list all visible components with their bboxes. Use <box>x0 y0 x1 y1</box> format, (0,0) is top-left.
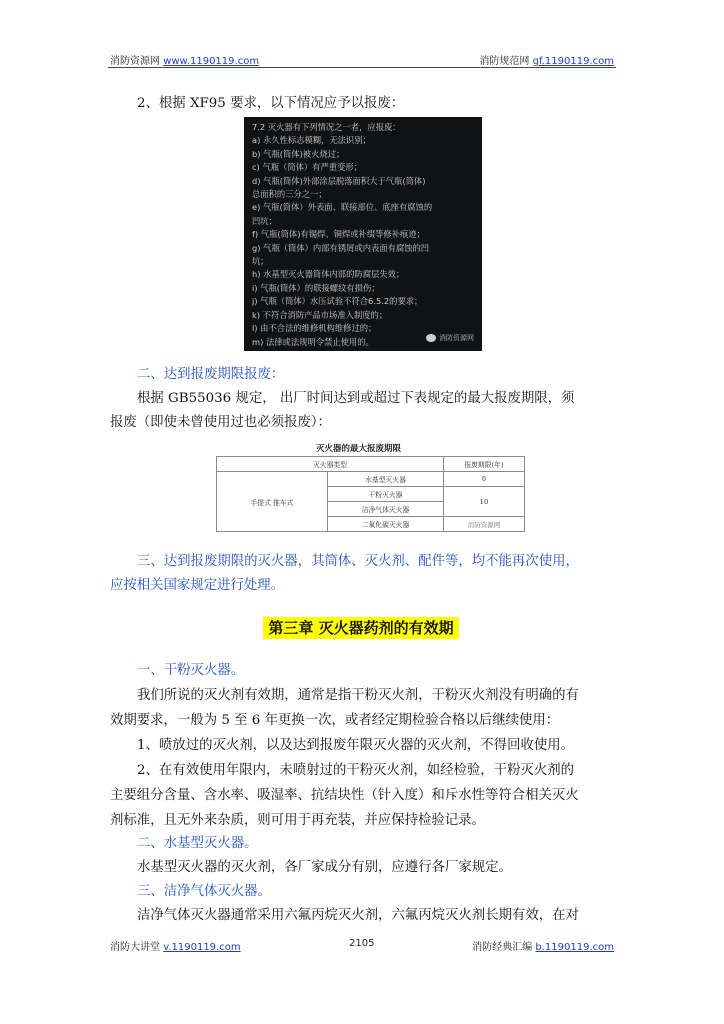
paragraph-gb55036-line1: 根据 GB55036 规定， 出厂时间达到或超过下表规定的最大报废期限，须 <box>137 391 575 406</box>
header-right-label: 消防规范网 <box>479 56 530 67</box>
footer-left <box>110 938 241 953</box>
image-text-line: f) 气瓶(筒体)有锡焊、铜焊或补缀等修补痕迹； <box>252 229 425 240</box>
paragraph-gb55036-line2: 报废（即使未曾使用过也必须报废）： <box>110 415 331 430</box>
s1-item-1: 1、喷放过的灭火剂，以及达到报废年限灭火器的灭火剂，不得回收使用。 <box>137 738 575 753</box>
section-heading-3-line2: 应按相关国家规定进行处理。 <box>110 578 285 593</box>
image-text-line: h) 水基型灭火器筒体内部的防腐层失效； <box>252 269 405 280</box>
xf95-scrap-conditions-image <box>244 117 482 351</box>
image-text-line: 凹坑； <box>252 215 277 226</box>
subsection-title-1: 一、干粉灭火器。 <box>137 663 245 678</box>
footer-left-label: 消防大讲堂 <box>110 942 160 953</box>
image-text-lines <box>252 121 474 349</box>
page-number: 2105 <box>349 938 375 949</box>
section-heading-3-line1: 三、达到报废期限的灭火器，其筒体、灭火剂、配件等，均不能再次使用， <box>137 554 579 569</box>
image-text-line: e) 气瓶(筒体）外表面、联接部位、底座有腐蚀的 <box>252 202 433 213</box>
header-left-label: 消防资源网 <box>110 56 160 67</box>
image-watermark <box>426 332 474 345</box>
image-text-line: l) 由不合法的维修机构维修过的； <box>252 323 377 334</box>
chapter-title: 第三章 灭火器药剂的有效期 <box>263 617 459 639</box>
wechat-icon <box>426 334 436 342</box>
header-divider <box>108 67 616 68</box>
image-text-line: j) 气瓶（筒体）水压试验不符合6.5.2的要求； <box>252 296 423 307</box>
s1-item-2-line3: 剂标准，且无外来杂质，则可用于再充装，并应保持检验记录。 <box>110 813 485 828</box>
header-right-link[interactable]: gf.1190119.com <box>532 56 614 67</box>
image-text-line: b) 气瓶(筒体)被火烧过； <box>252 148 345 159</box>
subsection-title-2: 二、水基型灭火器。 <box>137 836 258 851</box>
table-cell-type: 干粉灭火器 <box>328 487 444 502</box>
image-text-line: 总面积的三分之一； <box>252 189 327 200</box>
image-text-line: d) 气瓶(筒体)外部涂层脱落面积大于气瓶(筒体) <box>252 175 426 186</box>
table-cell-years: 6 <box>444 472 525 487</box>
table-cell-type: 洁净气体灭火器 <box>328 502 444 517</box>
table-caption: 灭火器的最大报废期限 <box>316 444 402 454</box>
header-right <box>479 52 614 67</box>
table-header-years: 报废期限(年) <box>444 457 525 472</box>
image-text-line: 坑； <box>252 256 269 267</box>
s1-item-2-line1: 2、在有效使用年限内，未喷射过的干粉灭火剂，如经检验，干粉灭火剂的 <box>137 763 575 778</box>
paragraph-xf95: 2、根据 XF95 要求，以下情况应予以报废： <box>137 96 405 111</box>
table-group-label: 手提式 推车式 <box>217 472 328 532</box>
footer-left-link[interactable]: v.1190119.com <box>163 942 241 953</box>
scrap-period-table <box>216 456 525 532</box>
s3-paragraph: 洁净气体灭火器通常采用六氟丙烷灭火剂，六氟丙烷灭火剂长期有效，在对 <box>137 908 579 923</box>
image-watermark-text: 消防资源网 <box>439 333 474 342</box>
image-text-line: g) 气瓶（筒体）内部有锈屑或内表面有腐蚀的凹 <box>252 242 430 253</box>
image-text-line: k) 不符合消防产品市场准入制度的； <box>252 309 388 320</box>
table-cell-type: 二氧化碳灭火器 <box>328 517 444 532</box>
footer-right <box>472 938 614 953</box>
image-text-line: 7.2 灭火器有下列情况之一者，应报废： <box>252 122 401 132</box>
table-cell-years: 10 <box>444 487 525 517</box>
s1-paragraph-line2: 效期要求，一般为 5 至 6 年更换一次，或者经定期检验合格以后继续使用： <box>110 713 560 728</box>
subsection-title-3: 三、洁净气体灭火器。 <box>137 884 271 899</box>
image-text-line: i) 气瓶(筒体）的联接螺纹有损伤； <box>252 282 380 293</box>
header-left-link[interactable]: www.1190119.com <box>163 56 260 67</box>
footer-right-label: 消防经典汇编 <box>472 942 533 953</box>
footer-right-link[interactable]: b.1190119.com <box>535 942 614 953</box>
table-row <box>217 472 525 487</box>
header-left <box>110 52 259 67</box>
table-cell-type: 水基型灭火器 <box>328 472 444 487</box>
table-watermark: 消防资源网 <box>444 517 525 532</box>
section-heading-2: 二、达到报废期限报废： <box>137 367 285 382</box>
image-text-line: a) 永久性标志模糊，无法识别； <box>252 135 371 146</box>
s2-paragraph: 水基型灭火器的灭火剂，各厂家成分有别，应遵行各厂家规定。 <box>137 860 512 875</box>
image-text-line: c) 气瓶（筒体）有严重变形； <box>252 162 362 173</box>
table-header-type: 灭火器类型 <box>217 457 444 472</box>
s1-paragraph-line1: 我们所说的灭火剂有效期，通常是指干粉灭火剂，干粉灭火剂没有明确的有 <box>137 688 579 703</box>
s1-item-2-line2: 主要组分含量、含水率、吸湿率、抗结块性（针入度）和斥水性等符合相关灭火 <box>110 788 579 803</box>
image-text-line: m) 法律或法规明令禁止使用的。 <box>252 336 374 347</box>
table-header-row <box>217 457 525 472</box>
